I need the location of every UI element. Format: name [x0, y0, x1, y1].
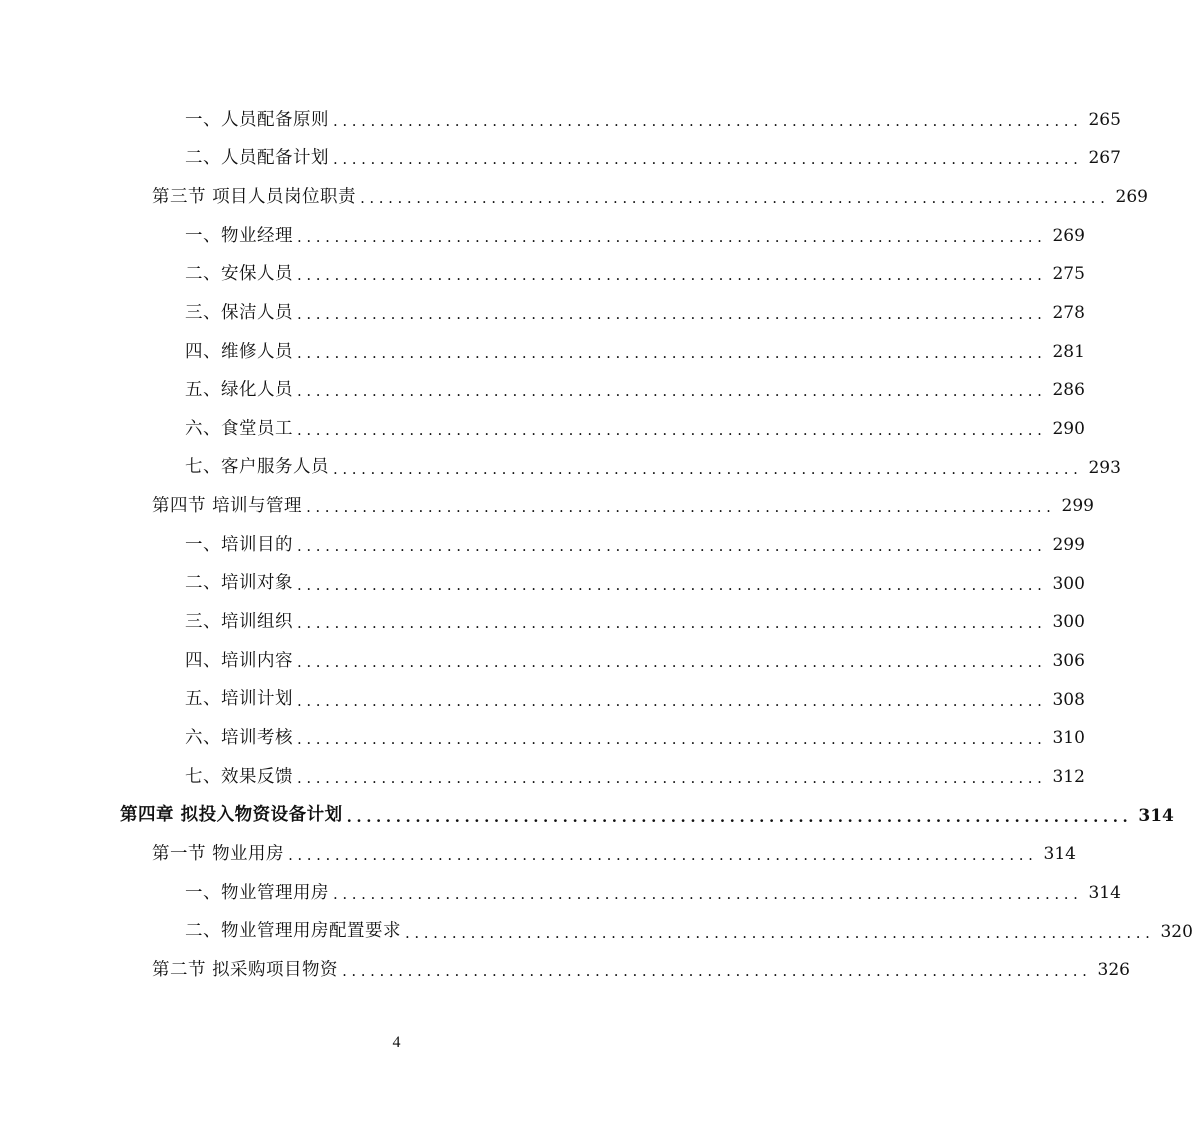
toc-dot-leader: ................................................................................ [333, 111, 1083, 130]
toc-dot-leader: ................................................................................ [297, 343, 1047, 362]
toc-entry-item[interactable] [0, 256, 1085, 295]
toc-entry-title: 二、物业管理用房配置要求 [185, 921, 401, 942]
toc-dot-leader: ................................................................................ [297, 575, 1047, 594]
toc-dot-leader: ................................................................................ [297, 653, 1047, 672]
toc-dot-leader: ................................................................................ [297, 421, 1047, 440]
toc-entry-page: 265 [1088, 109, 1121, 130]
toc-entry-title: 五、培训计划 [185, 689, 293, 710]
toc-entry-page: 326 [1097, 960, 1130, 981]
toc-dot-leader: ................................................................................ [297, 266, 1047, 285]
toc-entry-section[interactable] [0, 488, 1094, 527]
toc-entry-title: 二、培训对象 [185, 573, 293, 594]
toc-entry-title: 三、保洁人员 [185, 302, 293, 323]
toc-entry-page: 275 [1052, 264, 1085, 285]
toc-dot-leader: ................................................................................ [333, 459, 1083, 478]
toc-dot-leader: ................................................................................ [297, 614, 1047, 633]
toc-entry-page: 290 [1052, 419, 1085, 440]
toc-entry-page: 314 [1088, 882, 1121, 903]
toc-dot-leader: ................................................................................ [297, 305, 1047, 324]
toc-entry-title: 三、培训组织 [185, 612, 293, 633]
toc-dot-leader: ................................................................................ [288, 846, 1038, 865]
toc-entry-page: 269 [1115, 187, 1148, 208]
toc-entry-page: 299 [1052, 535, 1085, 556]
toc-entry-title: 一、物业管理用房 [185, 882, 329, 903]
toc-entry-title: 七、客户服务人员 [185, 457, 329, 478]
toc-entry-item[interactable] [0, 140, 1121, 179]
toc-entry-page: 286 [1052, 380, 1085, 401]
toc-entry-title: 第二节 拟采购项目物资 [152, 960, 339, 981]
toc-entry-item[interactable] [0, 604, 1085, 643]
toc-entry-title: 六、培训考核 [185, 728, 293, 749]
toc-entry-title: 四、维修人员 [185, 341, 293, 362]
toc-entry-item[interactable] [0, 333, 1085, 372]
toc-entry-title: 二、人员配备计划 [185, 148, 329, 169]
toc-entry-item[interactable] [0, 758, 1085, 797]
toc-entry-title: 一、培训目的 [185, 534, 293, 555]
toc-entry-title: 一、人员配备原则 [185, 109, 329, 130]
toc-entry-title: 一、物业经理 [185, 225, 293, 246]
toc-entry-page: 293 [1088, 457, 1121, 478]
toc-entry-item[interactable] [0, 294, 1085, 333]
toc-entry-item[interactable] [0, 410, 1085, 449]
toc-dot-leader: ................................................................................ [342, 962, 1092, 981]
toc-entry-title: 第一节 物业用房 [152, 844, 285, 865]
toc-entry-item[interactable] [0, 681, 1085, 720]
toc-entry-section[interactable] [0, 178, 1148, 217]
toc-entry-page: 300 [1052, 612, 1085, 633]
toc-entry-item[interactable] [0, 217, 1085, 256]
toc-entry-item[interactable] [0, 372, 1085, 411]
toc-entry-page: 300 [1052, 573, 1085, 594]
toc-entry-page: 314 [1138, 805, 1174, 826]
toc-entry-title: 第三节 项目人员岗位职责 [152, 186, 357, 207]
toc-entry-title: 六、食堂员工 [185, 418, 293, 439]
toc-entry-page: 308 [1052, 689, 1085, 710]
toc-entry-page: 314 [1043, 844, 1076, 865]
toc-entry-item[interactable] [0, 874, 1121, 913]
page-number: 4 [392, 1034, 401, 1051]
toc-dot-leader: ................................................................................ [297, 691, 1047, 710]
table-of-contents [0, 101, 1193, 990]
toc-dot-leader: ................................................................................ [297, 768, 1047, 787]
toc-entry-item[interactable] [0, 720, 1085, 759]
toc-dot-leader: ................................................................................ [333, 150, 1083, 169]
toc-entry-page: 306 [1052, 651, 1085, 672]
toc-entry-item[interactable] [0, 565, 1085, 604]
toc-entry-section[interactable] [0, 835, 1076, 874]
toc-dot-leader: ................................................................................ [297, 730, 1047, 749]
toc-entry-title: 第四节 培训与管理 [152, 496, 303, 517]
toc-entry-section[interactable] [0, 951, 1130, 990]
toc-entry-page: 281 [1052, 341, 1085, 362]
toc-dot-leader: ................................................................................ [297, 537, 1047, 556]
toc-entry-title: 四、培训内容 [185, 650, 293, 671]
toc-entry-page: 299 [1061, 496, 1094, 517]
toc-entry-page: 267 [1088, 148, 1121, 169]
toc-dot-leader: ................................................................................ [405, 923, 1155, 942]
toc-entry-item[interactable] [0, 642, 1085, 681]
toc-entry-title: 七、效果反馈 [185, 766, 293, 787]
toc-entry-page: 320 [1160, 921, 1193, 942]
toc-dot-leader: ................................................................................ [360, 189, 1110, 208]
toc-entry-item[interactable] [0, 526, 1085, 565]
toc-dot-leader: ................................................................................ [333, 884, 1083, 903]
toc-entry-title: 二、安保人员 [185, 264, 293, 285]
toc-entry-item[interactable] [0, 449, 1121, 488]
toc-dot-leader: ................................................................................ [346, 807, 1133, 826]
toc-dot-leader: ................................................................................ [297, 227, 1047, 246]
toc-entry-chapter[interactable] [0, 797, 1174, 836]
toc-entry-page: 310 [1052, 728, 1085, 749]
toc-entry-title: 第四章 拟投入物资设备计划 [120, 805, 343, 826]
toc-dot-leader: ................................................................................ [297, 382, 1047, 401]
toc-entry-title: 五、绿化人员 [185, 380, 293, 401]
toc-entry-page: 278 [1052, 303, 1085, 324]
toc-entry-item[interactable] [0, 101, 1121, 140]
toc-entry-page: 269 [1052, 225, 1085, 246]
toc-dot-leader: ................................................................................ [306, 498, 1056, 517]
toc-entry-item[interactable] [0, 913, 1193, 952]
toc-entry-page: 312 [1052, 766, 1085, 787]
